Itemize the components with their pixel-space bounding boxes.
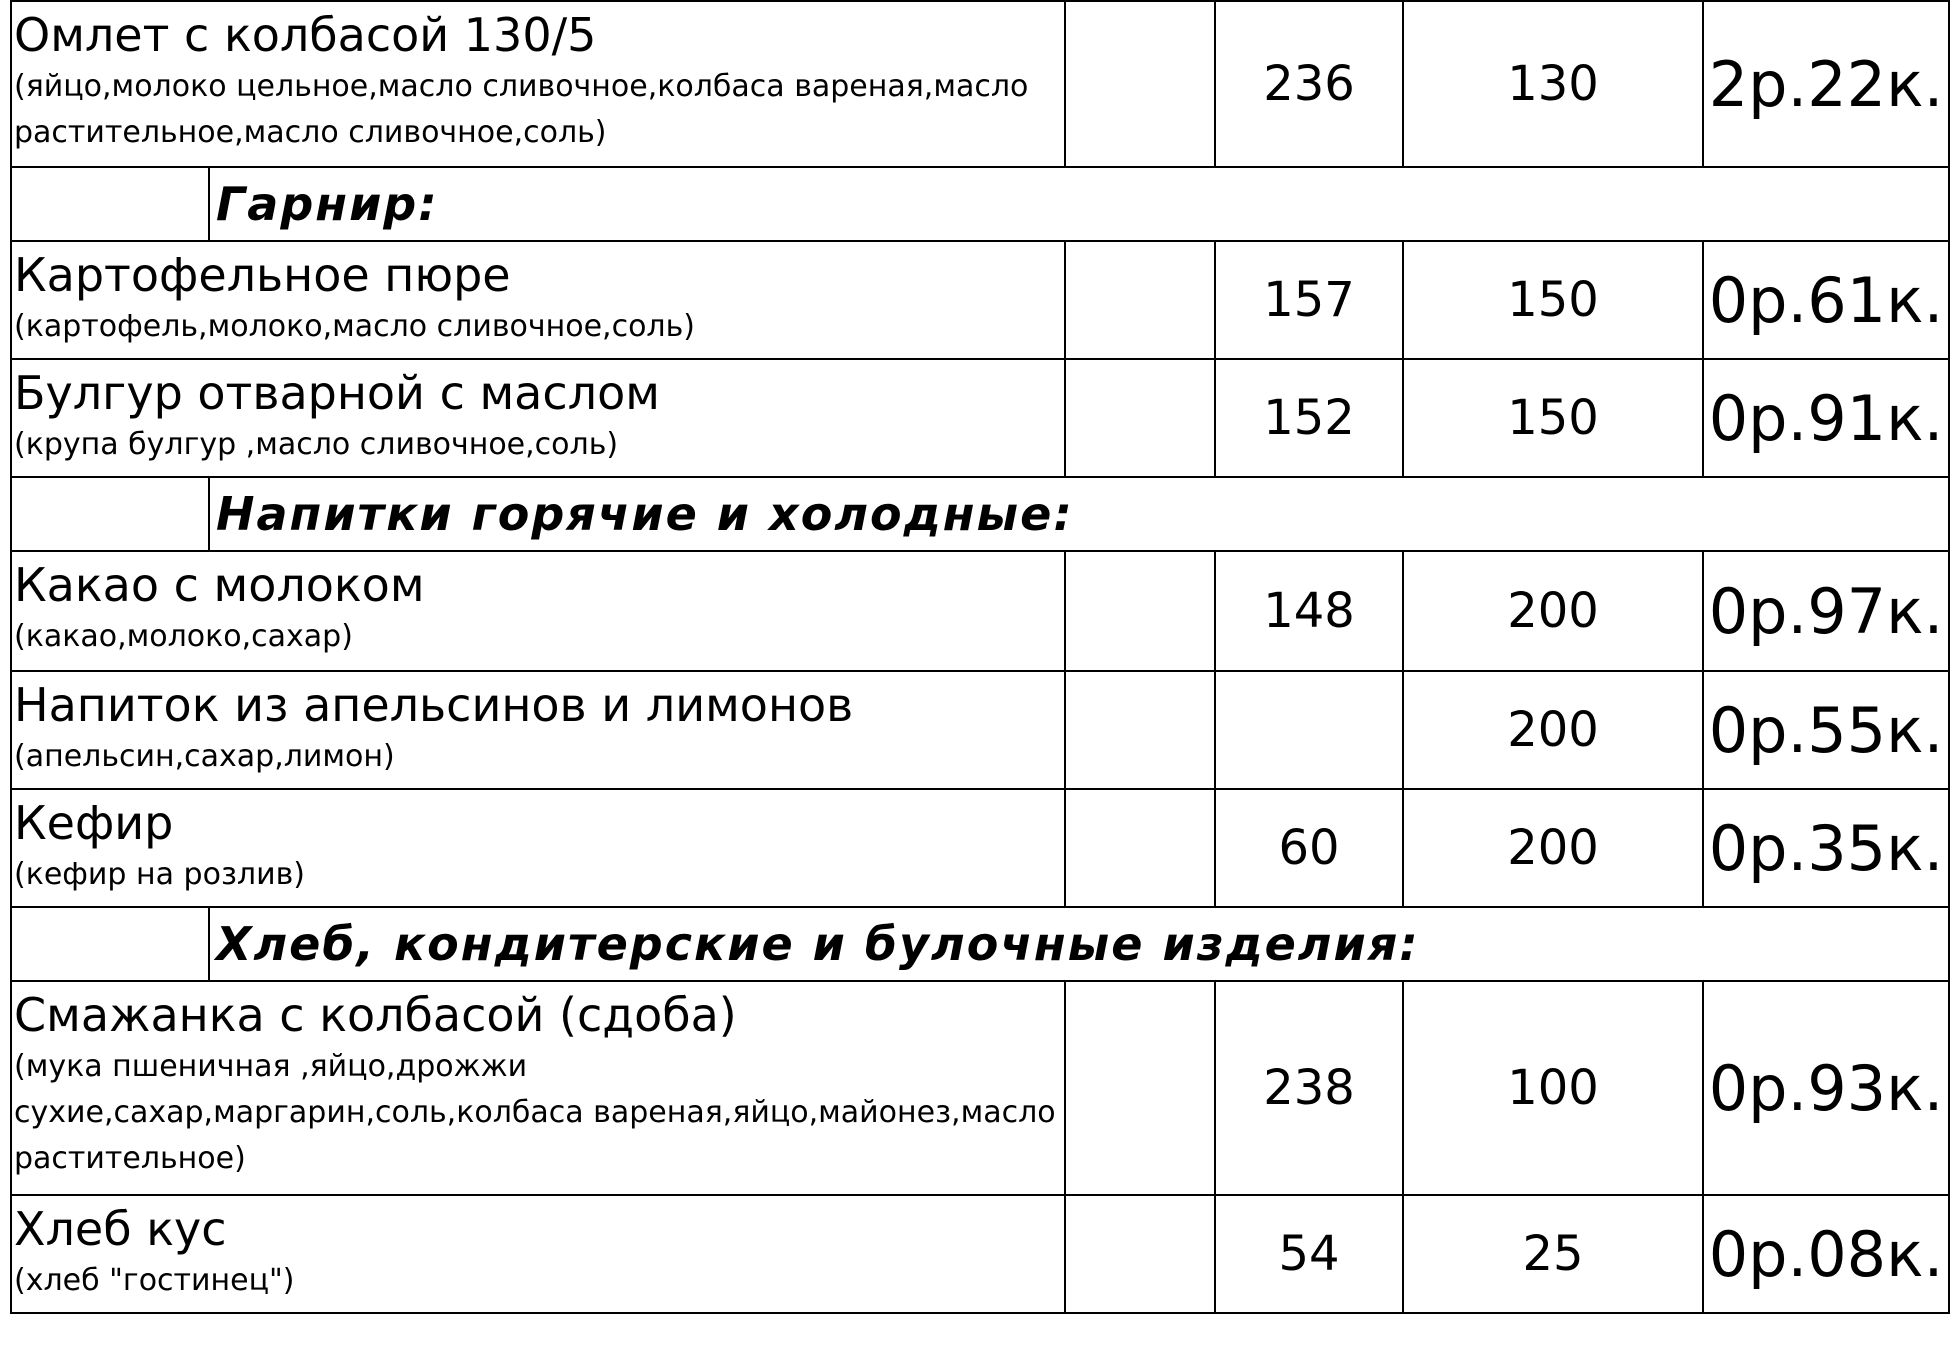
calories-cell [1216,672,1404,788]
section-title: Гарнир: [216,177,439,231]
menu-row [10,672,1950,790]
calories-cell: 157 [1216,242,1404,358]
dish-cell [12,2,1066,166]
weight-cell: 200 [1404,672,1704,788]
weight-cell: 150 [1404,242,1704,358]
section-title: Хлеб, кондитерские и булочные изделия: [216,917,1420,971]
dish-cell [12,552,1066,670]
dish-ingredients: (яйцо,молоко цельное,масло сливочное,колбаса вареная,масло растительное,масло сливочное,соль) [14,69,1029,150]
price-cell: 0р.55к. [1708,693,1944,767]
weight-cell: 200 [1404,790,1704,906]
price-cell: 2р.22к. [1708,47,1944,121]
weight-cell: 130 [1404,2,1704,166]
section-spacer [12,168,210,240]
calories-cell: 60 [1216,790,1404,906]
price-cell: 0р.91к. [1708,381,1944,455]
weight-cell: 25 [1404,1196,1704,1312]
empty-cell [1066,1196,1216,1312]
weight-cell: 150 [1404,360,1704,476]
menu-row [10,552,1950,672]
dish-ingredients: (крупа булгур ,масло сливочное,соль) [14,427,619,462]
dish-cell [12,982,1066,1194]
calories-cell: 238 [1216,982,1404,1194]
price-cell: 0р.93к. [1708,1051,1944,1125]
price-cell: 0р.35к. [1708,811,1944,885]
dish-ingredients: (картофель,молоко,масло сливочное,соль) [14,309,695,344]
empty-cell [1066,672,1216,788]
dish-name: Хлеб кус [14,1202,227,1256]
section-row [10,478,1950,552]
weight-cell: 200 [1404,552,1704,670]
calories-cell: 152 [1216,360,1404,476]
section-row [10,908,1950,982]
section-spacer [12,908,210,980]
empty-cell [1066,242,1216,358]
dish-ingredients: (кефир на розлив) [14,857,305,892]
menu-row [10,242,1950,360]
dish-name: Картофельное пюре [14,248,511,302]
dish-ingredients: (мука пшеничная ,яйцо,дрожжи сухие,сахар,маргарин,соль,колбаса вареная,яйцо,майонез,масло растительное) [14,1049,1056,1176]
dish-name: Омлет с колбасой 130/5 [14,8,597,62]
calories-cell: 236 [1216,2,1404,166]
calories-cell: 148 [1216,552,1404,670]
price-cell: 0р.08к. [1708,1217,1944,1291]
empty-cell [1066,982,1216,1194]
dish-ingredients: (апельсин,сахар,лимон) [14,739,395,774]
dish-name: Какао с молоком [14,558,425,612]
price-cell: 0р.61к. [1708,263,1944,337]
dish-cell [12,672,1066,788]
weight-cell: 100 [1404,982,1704,1194]
dish-name: Напиток из апельсинов и лимонов [14,678,854,732]
dish-ingredients: (какао,молоко,сахар) [14,619,353,654]
price-cell: 0р.97к. [1708,574,1944,648]
dish-name: Кефир [14,796,174,850]
menu-row [10,0,1950,168]
menu-row [10,982,1950,1196]
empty-cell [1066,552,1216,670]
menu-row [10,790,1950,908]
section-spacer [12,478,210,550]
menu-row [10,1196,1950,1314]
empty-cell [1066,360,1216,476]
dish-cell [12,1196,1066,1312]
menu-row [10,360,1950,478]
dish-cell [12,790,1066,906]
dish-cell [12,242,1066,358]
dish-name: Смажанка с колбасой (сдоба) [14,988,737,1042]
dish-cell [12,360,1066,476]
section-title: Напитки горячие и холодные: [216,487,1074,541]
dish-ingredients: (хлеб "гостинец") [14,1263,295,1298]
empty-cell [1066,2,1216,166]
empty-cell [1066,790,1216,906]
section-row [10,168,1950,242]
dish-name: Булгур отварной с маслом [14,366,660,420]
calories-cell: 54 [1216,1196,1404,1312]
